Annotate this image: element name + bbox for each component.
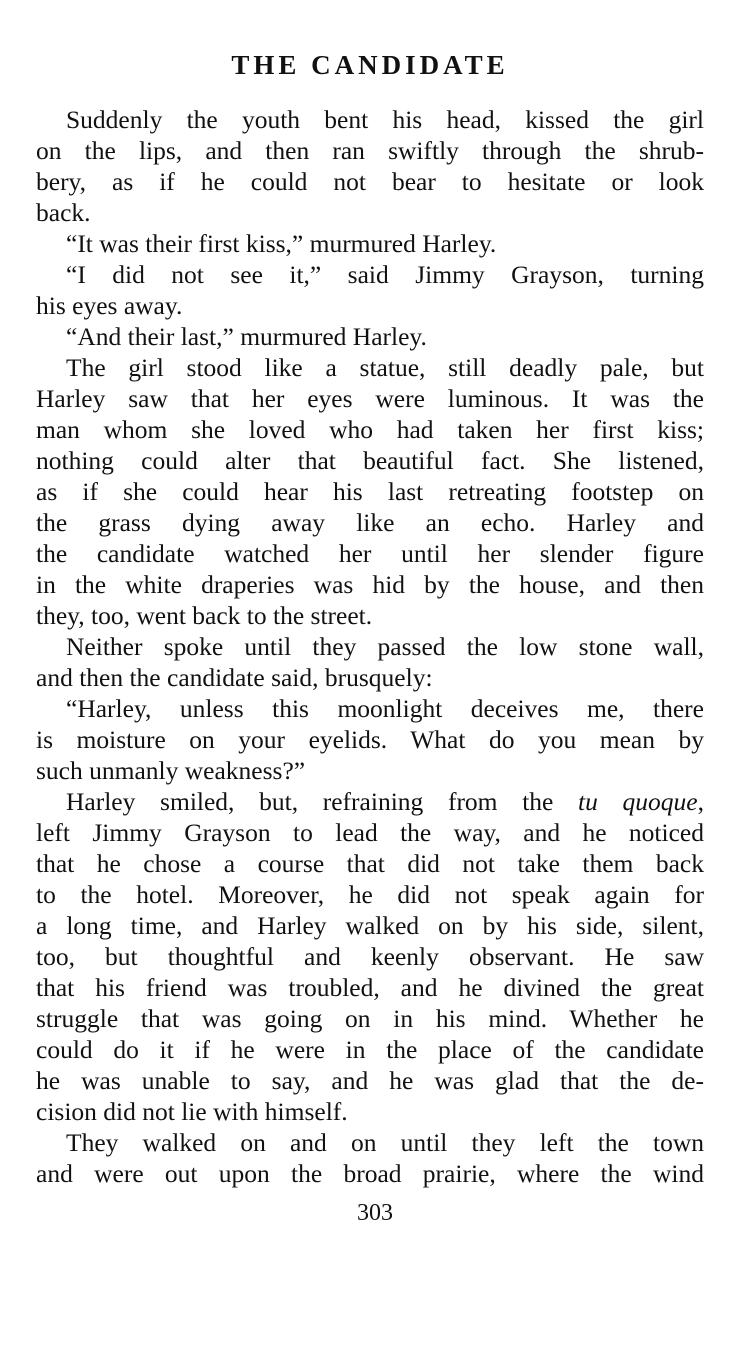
text-line: cision did not lie with himself. [36,1097,348,1126]
italic-phrase: tu quoque [578,787,698,816]
text-line: and were out upon the broad prairie, where the wind [36,1159,704,1188]
text-line: the grass dying away like an echo. Harley and [36,508,704,537]
text-line: The girl stood like a statue, still deadly pale, but [66,353,704,382]
text-line: struggle that was going on in his mind. Whether he [36,1004,704,1033]
text-line: on the lips, and then ran swiftly through the shrub- [36,136,704,165]
text-line: the candidate watched her until her slender figure [36,539,704,568]
text-line: and then the candidate said, brusquely: [36,663,433,692]
text-line: bery, as if he could not bear to hesitate or look [36,167,704,196]
text-line: left Jimmy Grayson to lead the way, and he noticed [36,818,704,847]
text-line: is moisture on your eyelids. What do you mean by [36,725,704,754]
text-line: that his friend was troubled, and he divined the great [36,973,704,1002]
page-number: 303 [357,1200,393,1226]
text-line: that he chose a course that did not take them back [36,849,704,878]
text-line: Neither spoke until they passed the low stone wall, [66,632,704,661]
text-line: “And their last,” murmured Harley. [66,322,427,351]
text-line: too, but thoughtful and keenly observant. He saw [36,942,704,971]
text-line: nothing could alter that beautiful fact. She listened, [36,446,704,475]
text-line: back. [36,198,91,227]
text-line: as if she could hear his last retreating footstep on [36,477,704,506]
text-line: man whom she loved who had taken her first kiss; [36,415,704,444]
text-line: “Harley, unless this moonlight deceives me, there [66,694,704,723]
text-line: a long time, and Harley walked on by his side, silent, [36,911,704,940]
body-text [36,104,704,1189]
text-line: They walked on and on until they left the town [66,1128,704,1157]
running-title: THE CANDIDATE [231,50,509,80]
text-line: he was unable to say, and he was glad that the de- [36,1066,704,1095]
text-line: to the hotel. Moreover, he did not speak again for [36,880,704,909]
text-line: “It was their first kiss,” murmured Harley. [66,229,497,258]
book-page [36,48,704,1189]
text-line: they, too, went back to the street. [36,601,373,630]
text-line: could do it if he were in the place of the candidate [36,1035,704,1064]
text-line: Harley saw that her eyes were luminous. It was the [36,384,704,413]
text-line: his eyes away. [36,291,183,320]
text-line: Suddenly the youth bent his head, kissed the girl [66,105,704,134]
text-line: such unmanly weakness?” [36,756,306,785]
text-line: Harley smiled, but, refraining from the tu quoque, [66,787,705,816]
text-line: in the white draperies was hid by the house, and then [36,570,704,599]
text-line: “I did not see it,” said Jimmy Grayson, turning [66,260,704,289]
